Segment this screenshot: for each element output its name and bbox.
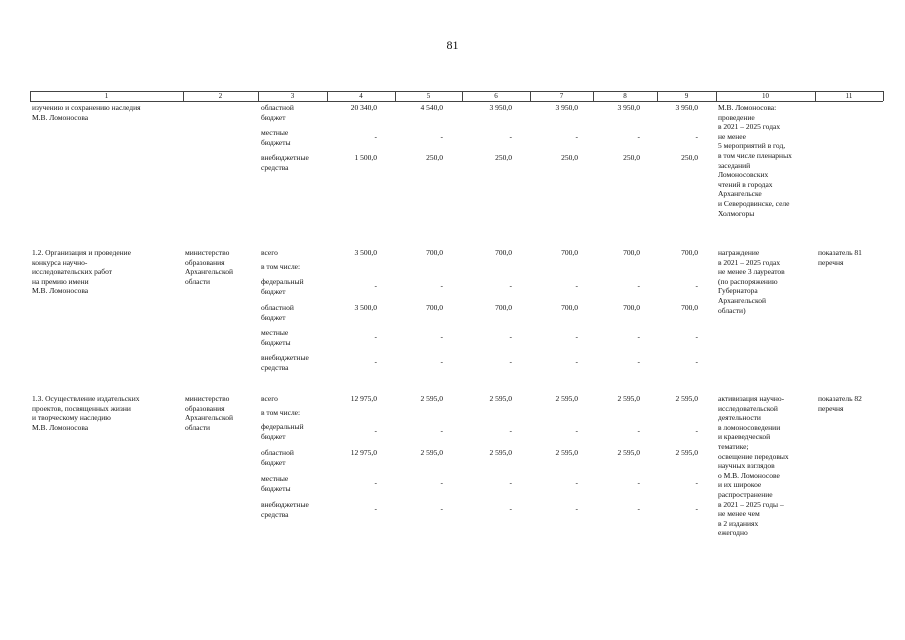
- column-header: 8: [623, 92, 627, 100]
- funding-value: -: [695, 281, 698, 290]
- funding-value: 2 595,0: [489, 448, 512, 457]
- indicator: показатель 81 перечня: [818, 248, 862, 267]
- column-header: 4: [359, 92, 363, 100]
- funding-value: 250,0: [561, 153, 578, 162]
- funding-value: 700,0: [495, 248, 512, 257]
- funding-value: 700,0: [623, 248, 640, 257]
- column-header: 11: [845, 92, 853, 100]
- funding-value: 2 595,0: [555, 394, 578, 403]
- executor: министерство образования Архангельской области: [185, 248, 233, 286]
- funding-value: -: [637, 332, 640, 341]
- funding-value: -: [695, 478, 698, 487]
- activity-name: 1.3. Осуществление издательских проектов, посвященных жизни и творческому наследию М.В. Ломоносова: [32, 394, 140, 432]
- funding-value: 3 950,0: [675, 103, 698, 112]
- funding-value: 3 500,0: [354, 303, 377, 312]
- funding-source-label: внебюджетные средства: [261, 353, 309, 372]
- funding-value: -: [637, 478, 640, 487]
- funding-value: -: [440, 504, 443, 513]
- funding-value: 2 595,0: [617, 394, 640, 403]
- funding-value: 700,0: [426, 248, 443, 257]
- funding-value: -: [440, 478, 443, 487]
- funding-value: -: [695, 426, 698, 435]
- expected-result: активизация научно- исследовательской деятельности в ломоносоведении и краеведческой тематике; освещение передовых научных взглядов о М.В. Ломоносове и их широкое распространение в 2021 – 2025 годы – не менее чем в 2 изданиях ежегодно: [718, 394, 789, 538]
- funding-value: -: [440, 357, 443, 366]
- header-bottom-border: [30, 101, 883, 102]
- funding-value: -: [637, 357, 640, 366]
- funding-value: -: [575, 281, 578, 290]
- funding-value: -: [440, 332, 443, 341]
- column-header: 2: [218, 92, 223, 100]
- column-border: [883, 91, 884, 101]
- column-header: 10: [762, 92, 769, 100]
- funding-source-label: областной бюджет: [261, 448, 294, 467]
- funding-value: -: [575, 132, 578, 141]
- expected-result: награждение в 2021 – 2025 годах не менее 3 лауреатов (по распоряжению Губернатора Архангельской области): [718, 248, 785, 315]
- funding-value: 3 500,0: [354, 248, 377, 257]
- funding-value: 250,0: [426, 153, 443, 162]
- funding-value: 4 540,0: [420, 103, 443, 112]
- funding-source-label: внебюджетные средства: [261, 153, 309, 172]
- funding-source-label: всего: [261, 394, 278, 403]
- funding-source-label: местные бюджеты: [261, 128, 291, 147]
- funding-source-label: областной бюджет: [261, 303, 294, 322]
- funding-value: 20 340,0: [350, 103, 377, 112]
- funding-value: -: [637, 504, 640, 513]
- funding-value: 700,0: [681, 303, 698, 312]
- funding-value: 2 595,0: [420, 448, 443, 457]
- funding-value: 3 950,0: [555, 103, 578, 112]
- funding-value: -: [575, 504, 578, 513]
- funding-value: -: [440, 132, 443, 141]
- executor: министерство образования Архангельской области: [185, 394, 233, 432]
- funding-source-label: федеральный бюджет: [261, 422, 304, 441]
- funding-value: -: [695, 504, 698, 513]
- funding-value: -: [637, 281, 640, 290]
- column-header: 5: [426, 92, 431, 100]
- funding-value: 700,0: [561, 303, 578, 312]
- funding-value: 2 595,0: [555, 448, 578, 457]
- column-header: 1: [104, 92, 109, 100]
- column-header: 6: [494, 92, 498, 100]
- funding-value: -: [575, 478, 578, 487]
- funding-source-label: в том числе:: [261, 262, 301, 271]
- funding-value: -: [374, 357, 377, 366]
- funding-source-label: местные бюджеты: [261, 474, 291, 493]
- funding-value: -: [637, 132, 640, 141]
- funding-source-label: в том числе:: [261, 408, 301, 417]
- funding-value: -: [374, 504, 377, 513]
- funding-value: 3 950,0: [617, 103, 640, 112]
- funding-value: -: [575, 357, 578, 366]
- expected-result: М.В. Ломоносова: проведение в 2021 – 2025 годах не менее 5 мероприятий в год, в том числе пленарных заседаний Ломоносовских чтений в городах Архангельске и Северодвинске, селе Холмогоры: [718, 103, 792, 218]
- funding-value: -: [374, 281, 377, 290]
- funding-value: -: [440, 281, 443, 290]
- funding-value: 700,0: [623, 303, 640, 312]
- funding-value: 2 595,0: [675, 448, 698, 457]
- funding-value: -: [509, 357, 512, 366]
- indicator: показатель 82 перечня: [818, 394, 862, 413]
- funding-value: 2 595,0: [675, 394, 698, 403]
- funding-value: -: [509, 504, 512, 513]
- funding-value: -: [440, 426, 443, 435]
- funding-value: 250,0: [623, 153, 640, 162]
- funding-value: -: [374, 426, 377, 435]
- funding-source-label: федеральный бюджет: [261, 277, 304, 296]
- funding-value: 2 595,0: [420, 394, 443, 403]
- column-header: 3: [290, 92, 295, 100]
- funding-value: -: [575, 426, 578, 435]
- funding-value: -: [374, 132, 377, 141]
- activity-name: изучению и сохранению наследия М.В. Ломоносова: [32, 103, 141, 122]
- funding-value: -: [509, 426, 512, 435]
- funding-value: 12 975,0: [350, 394, 377, 403]
- funding-value: 2 595,0: [489, 394, 512, 403]
- funding-value: -: [374, 332, 377, 341]
- funding-value: 700,0: [495, 303, 512, 312]
- funding-source-label: всего: [261, 248, 278, 257]
- funding-value: 700,0: [681, 248, 698, 257]
- funding-value: 250,0: [681, 153, 698, 162]
- funding-source-label: областной бюджет: [261, 103, 294, 122]
- funding-value: -: [509, 132, 512, 141]
- activity-name: 1.2. Организация и проведение конкурса научно- исследовательских работ на премию имени М.В. Ломоносова: [32, 248, 131, 296]
- funding-value: 3 950,0: [489, 103, 512, 112]
- funding-value: -: [575, 332, 578, 341]
- funding-source-label: внебюджетные средства: [261, 500, 309, 519]
- funding-value: 250,0: [495, 153, 512, 162]
- page-number: 81: [446, 38, 459, 52]
- funding-value: 1 500,0: [354, 153, 377, 162]
- column-header: 9: [684, 92, 689, 100]
- funding-value: -: [695, 132, 698, 141]
- funding-source-label: местные бюджеты: [261, 328, 291, 347]
- funding-value: -: [509, 478, 512, 487]
- column-header: 7: [559, 92, 564, 100]
- funding-value: 2 595,0: [617, 448, 640, 457]
- funding-value: 12 975,0: [350, 448, 377, 457]
- funding-value: 700,0: [426, 303, 443, 312]
- funding-value: -: [695, 332, 698, 341]
- funding-value: 700,0: [561, 248, 578, 257]
- funding-value: -: [695, 357, 698, 366]
- funding-value: -: [509, 281, 512, 290]
- funding-value: -: [509, 332, 512, 341]
- funding-value: -: [637, 426, 640, 435]
- funding-value: -: [374, 478, 377, 487]
